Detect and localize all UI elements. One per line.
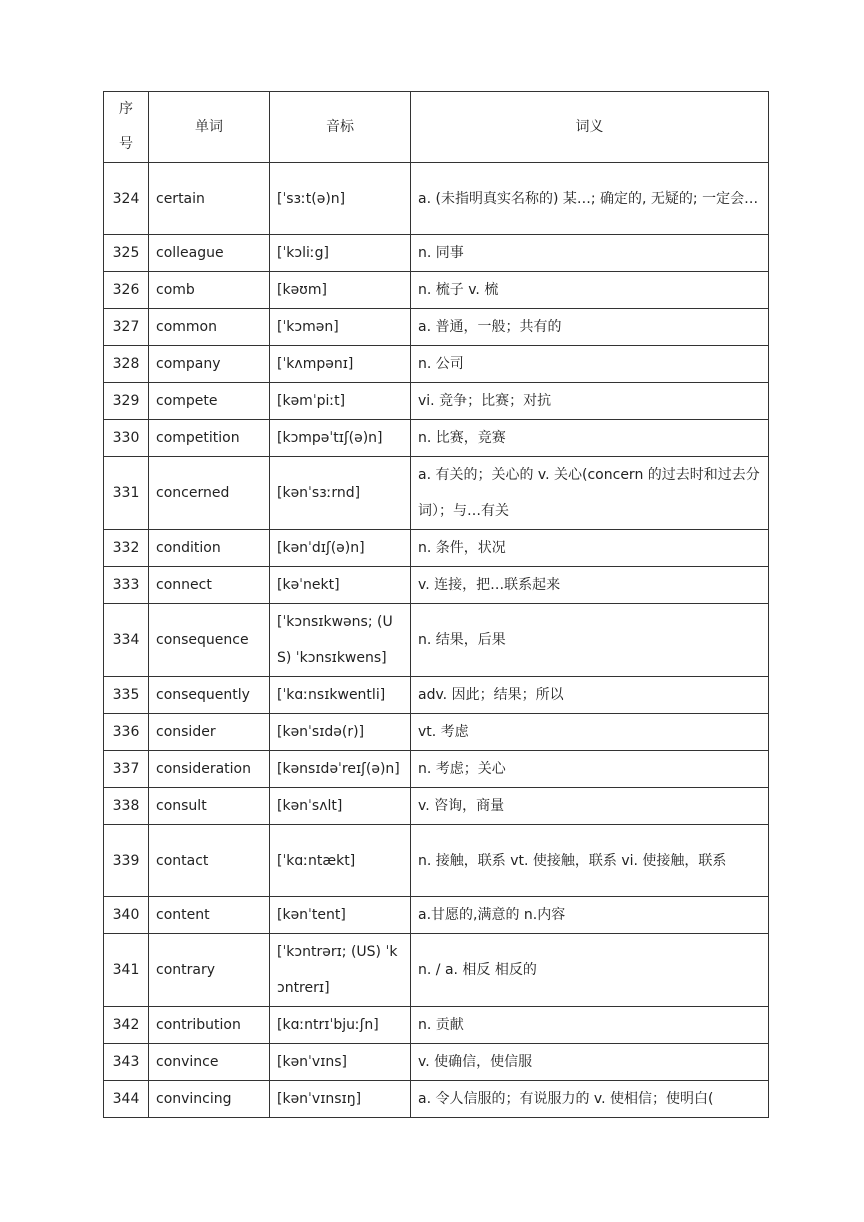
table-row xyxy=(104,677,769,714)
row-phonetic: [kənˈtent] xyxy=(270,897,411,934)
row-number: 338 xyxy=(104,788,149,825)
row-word: company xyxy=(149,346,270,383)
row-word: comb xyxy=(149,272,270,309)
row-phonetic: [ˈkɔntrərɪ; (US) ˈkɔntrerɪ] xyxy=(270,934,411,1007)
table-row xyxy=(104,1044,769,1081)
row-phonetic: [kənˈsʌlt] xyxy=(270,788,411,825)
row-phonetic: [ˈkɔnsɪkwəns; (US) ˈkɔnsɪkwens] xyxy=(270,604,411,677)
table-row xyxy=(104,825,769,897)
header-number: 序号 xyxy=(104,92,149,163)
table-row xyxy=(104,714,769,751)
row-number: 337 xyxy=(104,751,149,788)
row-word: compete xyxy=(149,383,270,420)
header-phonetic: 音标 xyxy=(270,92,411,163)
row-number: 343 xyxy=(104,1044,149,1081)
row-word: content xyxy=(149,897,270,934)
table-row xyxy=(104,457,769,530)
row-number: 344 xyxy=(104,1081,149,1118)
row-phonetic: [kəˈnekt] xyxy=(270,567,411,604)
row-phonetic: [kɑːntrɪˈbjuːʃn] xyxy=(270,1007,411,1044)
row-phonetic: [ˈkɔmən] xyxy=(270,309,411,346)
row-meaning: n. 公司 xyxy=(411,346,769,383)
table-row xyxy=(104,383,769,420)
table-row xyxy=(104,897,769,934)
row-number: 326 xyxy=(104,272,149,309)
row-word: connect xyxy=(149,567,270,604)
row-meaning: vt. 考虑 xyxy=(411,714,769,751)
row-word: certain xyxy=(149,163,270,235)
row-word: convincing xyxy=(149,1081,270,1118)
row-phonetic: [kənˈsɪdə(r)] xyxy=(270,714,411,751)
row-phonetic: [kəʊm] xyxy=(270,272,411,309)
row-meaning: a. 令人信服的；有说服力的 v. 使相信；使明白( xyxy=(411,1081,769,1118)
table-row xyxy=(104,1081,769,1118)
row-meaning: v. 使确信，使信服 xyxy=(411,1044,769,1081)
row-phonetic: [kənˈdɪʃ(ə)n] xyxy=(270,530,411,567)
row-meaning: a.甘愿的,满意的 n.内容 xyxy=(411,897,769,934)
table-body xyxy=(104,163,769,1118)
row-word: condition xyxy=(149,530,270,567)
row-number: 339 xyxy=(104,825,149,897)
row-meaning: n. 结果，后果 xyxy=(411,604,769,677)
row-word: concerned xyxy=(149,457,270,530)
row-meaning: n. 条件，状况 xyxy=(411,530,769,567)
row-meaning: n. 接触，联系 vt. 使接触，联系 vi. 使接触，联系 xyxy=(411,825,769,897)
row-number: 340 xyxy=(104,897,149,934)
row-number: 333 xyxy=(104,567,149,604)
row-phonetic: [kɔmpəˈtɪʃ(ə)n] xyxy=(270,420,411,457)
table-row xyxy=(104,163,769,235)
row-phonetic: [kəmˈpiːt] xyxy=(270,383,411,420)
row-word: contrary xyxy=(149,934,270,1007)
row-number: 328 xyxy=(104,346,149,383)
row-word: contribution xyxy=(149,1007,270,1044)
row-meaning: a. (未指明真实名称的) 某…; 确定的, 无疑的; 一定会… xyxy=(411,163,769,235)
row-number: 330 xyxy=(104,420,149,457)
row-meaning: n. 贡献 xyxy=(411,1007,769,1044)
row-number: 334 xyxy=(104,604,149,677)
table-row xyxy=(104,235,769,272)
row-meaning: adv. 因此；结果；所以 xyxy=(411,677,769,714)
table-row xyxy=(104,420,769,457)
row-phonetic: [kənˈsɜːrnd] xyxy=(270,457,411,530)
row-meaning: n. 梳子 v. 梳 xyxy=(411,272,769,309)
row-word: contact xyxy=(149,825,270,897)
row-number: 325 xyxy=(104,235,149,272)
row-phonetic: [ˈkɔliːg] xyxy=(270,235,411,272)
row-number: 324 xyxy=(104,163,149,235)
row-number: 336 xyxy=(104,714,149,751)
row-number: 327 xyxy=(104,309,149,346)
row-word: convince xyxy=(149,1044,270,1081)
row-phonetic: [kənsɪdəˈreɪʃ(ə)n] xyxy=(270,751,411,788)
row-meaning: v. 咨询，商量 xyxy=(411,788,769,825)
row-word: common xyxy=(149,309,270,346)
vocabulary-table xyxy=(103,91,769,1118)
row-phonetic: [ˈkɑːntækt] xyxy=(270,825,411,897)
row-phonetic: [ˈkɑːnsɪkwentli] xyxy=(270,677,411,714)
row-word: consequently xyxy=(149,677,270,714)
table-row xyxy=(104,934,769,1007)
table-row xyxy=(104,567,769,604)
row-meaning: a. 有关的；关心的 v. 关心(concern 的过去时和过去分词）；与…有关 xyxy=(411,457,769,530)
row-phonetic: [kənˈvɪnsɪŋ] xyxy=(270,1081,411,1118)
row-number: 341 xyxy=(104,934,149,1007)
header-row xyxy=(104,92,769,163)
row-meaning: a. 普通，一般；共有的 xyxy=(411,309,769,346)
header-meaning: 词义 xyxy=(411,92,769,163)
table-header xyxy=(104,92,769,163)
header-word: 单词 xyxy=(149,92,270,163)
row-meaning: vi. 竞争；比赛；对抗 xyxy=(411,383,769,420)
row-word: consideration xyxy=(149,751,270,788)
row-word: consider xyxy=(149,714,270,751)
table-row xyxy=(104,788,769,825)
table-row xyxy=(104,530,769,567)
table-row xyxy=(104,1007,769,1044)
row-number: 342 xyxy=(104,1007,149,1044)
table-row xyxy=(104,346,769,383)
row-meaning: n. 比赛，竞赛 xyxy=(411,420,769,457)
row-word: colleague xyxy=(149,235,270,272)
row-meaning: n. / a. 相反 相反的 xyxy=(411,934,769,1007)
row-word: competition xyxy=(149,420,270,457)
row-number: 332 xyxy=(104,530,149,567)
row-phonetic: [kənˈvɪns] xyxy=(270,1044,411,1081)
row-meaning: n. 同事 xyxy=(411,235,769,272)
table-row xyxy=(104,751,769,788)
row-phonetic: [ˈsɜːt(ə)n] xyxy=(270,163,411,235)
row-meaning: n. 考虑；关心 xyxy=(411,751,769,788)
table-row xyxy=(104,272,769,309)
row-number: 331 xyxy=(104,457,149,530)
row-word: consult xyxy=(149,788,270,825)
row-number: 329 xyxy=(104,383,149,420)
vocabulary-page xyxy=(103,91,768,1118)
table-row xyxy=(104,309,769,346)
row-phonetic: [ˈkʌmpənɪ] xyxy=(270,346,411,383)
row-meaning: v. 连接，把…联系起来 xyxy=(411,567,769,604)
table-row xyxy=(104,604,769,677)
row-number: 335 xyxy=(104,677,149,714)
row-word: consequence xyxy=(149,604,270,677)
